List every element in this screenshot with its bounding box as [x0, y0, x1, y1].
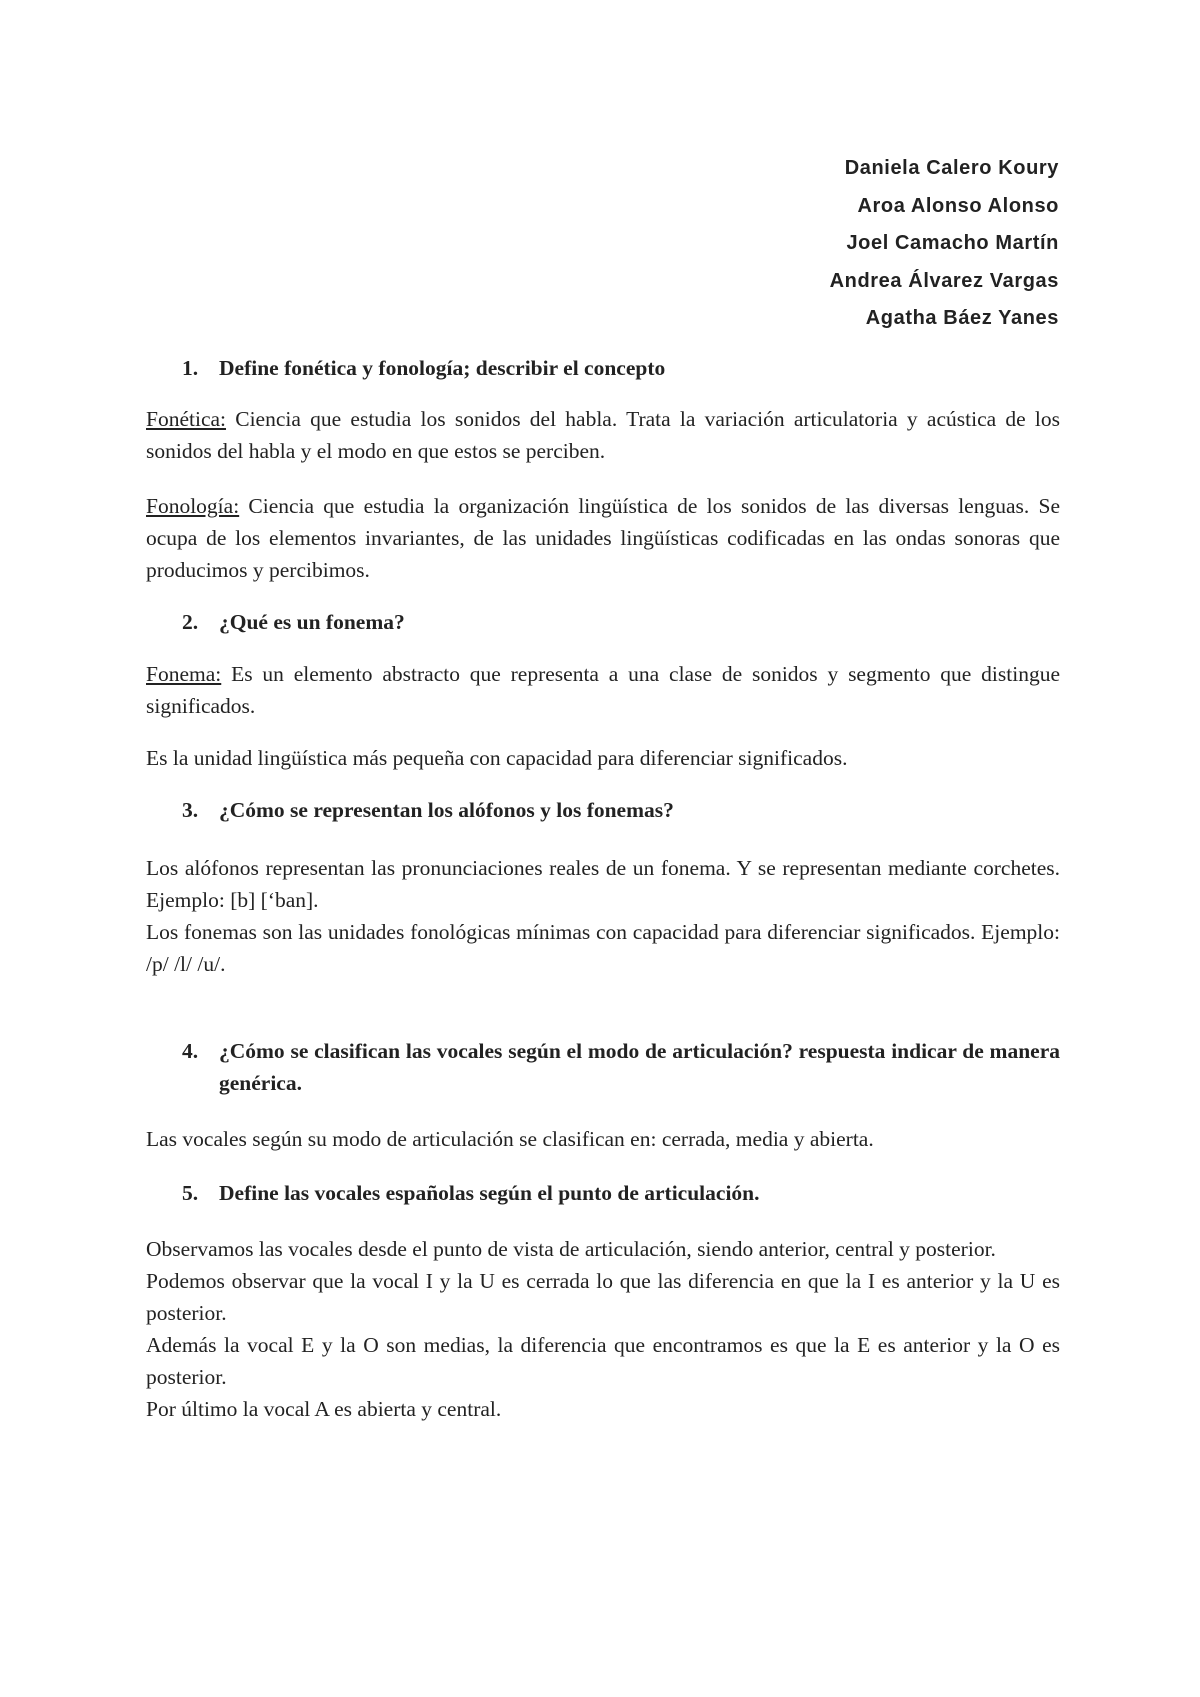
definition-term: Fonología: — [146, 494, 240, 518]
question-text: Define fonética y fonología; describir el concepto — [219, 356, 666, 380]
author-list — [830, 156, 1059, 344]
author-name: Aroa Alonso Alonso — [857, 194, 1059, 217]
definition-term: Fonema: — [146, 662, 222, 686]
definition-paragraph — [146, 658, 1060, 722]
definition-paragraph — [146, 403, 1060, 467]
definition-text: Es un elemento abstracto que representa a una clase de sonidos y segmento que distingue significados. — [146, 662, 1060, 718]
question-heading — [146, 352, 1060, 384]
definition-paragraph — [146, 490, 1060, 586]
definition-term: Fonética: — [146, 407, 227, 431]
definition-text: Ciencia que estudia los sonidos del habla. Trata la variación articulatoria y acústica de los sonidos del habla y el modo en que estos se perciben. — [146, 407, 1060, 463]
question-number: 4. — [182, 1039, 199, 1063]
question-number: 2. — [182, 610, 199, 634]
question-text: ¿Cómo se representan los alófonos y los fonemas? — [219, 798, 674, 822]
question-number: 1. — [182, 356, 199, 380]
answer-line: Además la vocal E y la O son medias, la diferencia que encontramos es que la E es anterior y la O es posterior. — [146, 1333, 1060, 1389]
question-heading — [146, 1035, 1060, 1099]
author-name: Agatha Báez Yanes — [865, 307, 1059, 329]
answer-paragraph: Los fonemas son las unidades fonológicas mínimas con capacidad para diferenciar significados. Ejemplo: /p/ /l/ /u/. — [146, 920, 1060, 976]
question-heading — [146, 1177, 1060, 1209]
definition-text: Ciencia que estudia la organización lingüística de los sonidos de las diversas lenguas. Se ocupa de los elementos invariantes, de las unidades lingüísticas codificadas en las ondas sonoras que producimos y percibimos. — [146, 494, 1060, 582]
answer-paragraph: Los alófonos representan las pronunciaciones reales de un fonema. Y se representan mediante corchetes. Ejemplo: [b] [‘ban]. — [146, 856, 1060, 912]
answer-paragraph: Las vocales según su modo de articulación se clasifican en: cerrada, media y abierta. — [146, 1127, 874, 1151]
answer-line: Podemos observar que la vocal I y la U es cerrada lo que las diferencia en que la I es anterior y la U es posterior. — [146, 1269, 1060, 1325]
answer-paragraph: Es la unidad lingüística más pequeña con capacidad para diferenciar significados. — [146, 746, 848, 770]
author-name: Daniela Calero Koury — [844, 157, 1059, 179]
question-number: 3. — [182, 798, 199, 822]
question-text: ¿Qué es un fonema? — [219, 610, 405, 634]
question-text: ¿Cómo se clasifican las vocales según el modo de articulación? respuesta indicar de manera genérica. — [219, 1039, 1060, 1095]
author-name: Andrea Álvarez Vargas — [829, 269, 1059, 292]
document-body — [146, 352, 1060, 1425]
question-heading — [146, 606, 1060, 638]
answer-line: Por último la vocal A es abierta y central. — [146, 1397, 502, 1421]
answer-line: Observamos las vocales desde el punto de vista de articulación, siendo anterior, central y posterior. — [146, 1237, 996, 1261]
question-heading — [146, 794, 1060, 826]
author-name: Joel Camacho Martín — [846, 232, 1059, 254]
question-number: 5. — [182, 1181, 199, 1205]
question-text: Define las vocales españolas según el punto de articulación. — [219, 1181, 760, 1205]
